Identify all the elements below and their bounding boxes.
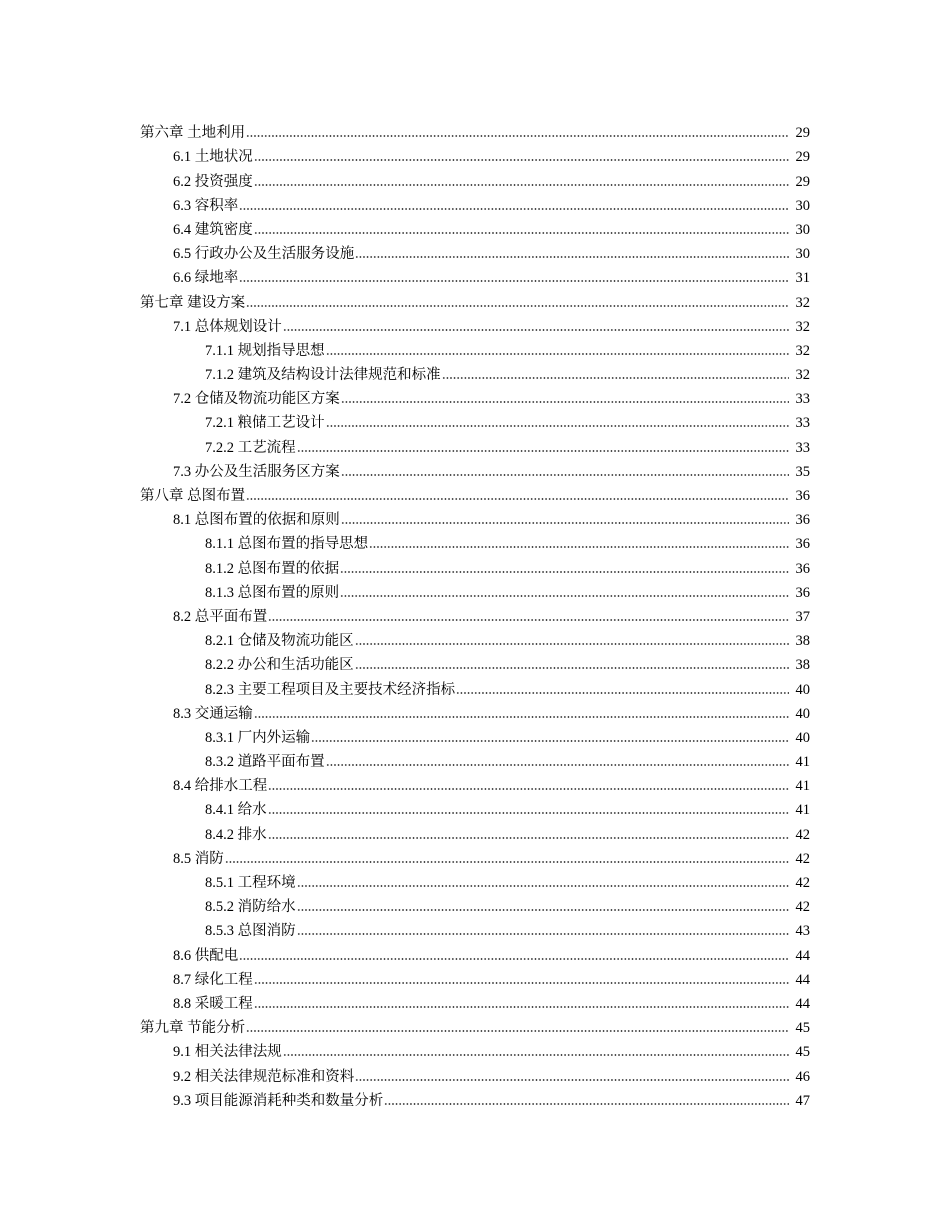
toc-entry-page-number: 33 bbox=[795, 415, 810, 432]
toc-entry-title: 8.1 总图布置的依据和原则 bbox=[173, 512, 340, 529]
toc-entry-page-number: 30 bbox=[795, 221, 810, 238]
dot-leader bbox=[254, 231, 789, 235]
toc-entry-page-number: 42 bbox=[795, 826, 810, 843]
dot-leader bbox=[311, 739, 789, 743]
toc-entry[interactable] bbox=[0, 747, 950, 771]
toc-entry-page-number: 37 bbox=[795, 608, 810, 625]
toc-entry[interactable] bbox=[0, 215, 950, 239]
dot-leader bbox=[355, 642, 789, 646]
toc-entry-title: 8.5.2 消防给水 bbox=[205, 899, 296, 916]
toc-entry-title: 8.5 消防 bbox=[173, 850, 224, 867]
toc-entry-page-number: 41 bbox=[795, 802, 810, 819]
toc-entry-page-number: 38 bbox=[795, 633, 810, 650]
toc-entry-page-number: 33 bbox=[795, 439, 810, 456]
toc-entry[interactable] bbox=[0, 795, 950, 819]
dot-leader bbox=[254, 158, 789, 162]
toc-entry-title: 8.4.2 排水 bbox=[205, 826, 267, 843]
toc-entry-page-number: 45 bbox=[795, 1044, 810, 1061]
toc-entry-title: 6.6 绿地率 bbox=[173, 270, 239, 287]
toc-entry[interactable] bbox=[0, 118, 950, 142]
dot-leader bbox=[246, 134, 789, 138]
dot-leader bbox=[341, 473, 789, 477]
toc-entry-page-number: 31 bbox=[795, 270, 810, 287]
dot-leader bbox=[297, 908, 789, 912]
toc-entry-title: 7.1.1 规划指导思想 bbox=[205, 342, 325, 359]
toc-entry[interactable] bbox=[0, 166, 950, 190]
dot-leader bbox=[239, 957, 789, 961]
table-of-contents bbox=[0, 118, 950, 1110]
toc-entry[interactable] bbox=[0, 723, 950, 747]
toc-entry[interactable] bbox=[0, 578, 950, 602]
toc-entry-title: 8.2.3 主要工程项目及主要技术经济指标 bbox=[205, 681, 456, 698]
toc-entry-title: 9.2 相关法律规范标准和资料 bbox=[173, 1068, 355, 1085]
toc-entry[interactable] bbox=[0, 312, 950, 336]
toc-entry-title: 8.2 总平面布置 bbox=[173, 608, 268, 625]
dot-leader bbox=[442, 376, 789, 380]
toc-entry-title: 6.4 建筑密度 bbox=[173, 221, 253, 238]
toc-entry-title: 7.3 办公及生活服务区方案 bbox=[173, 463, 340, 480]
dot-leader bbox=[239, 279, 789, 283]
toc-entry-page-number: 47 bbox=[795, 1092, 810, 1109]
toc-entry-title: 6.2 投资强度 bbox=[173, 173, 253, 190]
toc-entry-page-number: 33 bbox=[795, 391, 810, 408]
toc-entry-title: 8.5.1 工程环境 bbox=[205, 875, 296, 891]
toc-entry-page-number: 32 bbox=[795, 318, 810, 335]
toc-entry[interactable] bbox=[0, 191, 950, 215]
toc-entry-page-number: 44 bbox=[795, 947, 810, 964]
toc-entry-title: 8.2.1 仓储及物流功能区 bbox=[205, 633, 354, 650]
dot-leader bbox=[297, 449, 789, 453]
toc-entry-page-number: 32 bbox=[795, 342, 810, 359]
toc-entry[interactable] bbox=[0, 989, 950, 1013]
toc-entry-page-number: 32 bbox=[795, 294, 810, 311]
dot-leader bbox=[355, 255, 789, 259]
toc-entry[interactable] bbox=[0, 505, 950, 529]
dot-leader bbox=[340, 594, 789, 598]
toc-entry[interactable] bbox=[0, 384, 950, 408]
toc-entry-page-number: 44 bbox=[795, 995, 810, 1012]
toc-entry-page-number: 41 bbox=[795, 754, 810, 771]
dot-leader bbox=[254, 981, 789, 985]
dot-leader bbox=[254, 715, 789, 719]
dot-leader bbox=[340, 570, 789, 574]
toc-entry-title: 第九章 节能分析 bbox=[140, 1020, 246, 1037]
toc-entry-page-number: 40 bbox=[795, 705, 810, 722]
toc-entry[interactable] bbox=[0, 1061, 950, 1085]
dot-leader bbox=[297, 932, 789, 936]
toc-entry-title: 8.1.2 总图布置的依据 bbox=[205, 560, 340, 577]
toc-entry-title: 7.1.2 建筑及结构设计法律规范和标准 bbox=[205, 367, 441, 384]
toc-entry[interactable] bbox=[0, 940, 950, 964]
toc-entry-title: 8.6 供配电 bbox=[173, 947, 239, 964]
toc-entry-page-number: 36 bbox=[795, 560, 810, 577]
dot-leader bbox=[268, 836, 789, 840]
toc-entry-page-number: 29 bbox=[795, 125, 810, 142]
toc-entry-page-number: 36 bbox=[795, 584, 810, 601]
toc-entry-title: 8.5.3 总图消防 bbox=[205, 923, 296, 940]
toc-entry-title: 6.5 行政办公及生活服务设施 bbox=[173, 246, 355, 263]
toc-entry[interactable] bbox=[0, 674, 950, 698]
toc-entry[interactable] bbox=[0, 1013, 950, 1037]
toc-entry-title: 6.1 土地状况 bbox=[173, 149, 253, 166]
toc-entry-page-number: 36 bbox=[795, 536, 810, 553]
dot-leader bbox=[246, 1029, 789, 1033]
toc-entry[interactable] bbox=[0, 1037, 950, 1061]
toc-entry-title: 8.2.2 办公和生活功能区 bbox=[205, 657, 354, 674]
toc-entry-page-number: 41 bbox=[795, 778, 810, 795]
toc-entry-page-number: 42 bbox=[795, 875, 810, 891]
dot-leader bbox=[369, 545, 789, 549]
dot-leader bbox=[297, 884, 789, 888]
dot-leader bbox=[355, 1078, 789, 1082]
toc-entry-page-number: 29 bbox=[795, 149, 810, 166]
dot-leader bbox=[268, 787, 789, 791]
toc-entry-title: 6.3 容积率 bbox=[173, 197, 239, 214]
toc-entry-title: 7.2.2 工艺流程 bbox=[205, 439, 296, 456]
toc-entry[interactable] bbox=[0, 602, 950, 626]
toc-entry[interactable] bbox=[0, 819, 950, 843]
toc-entry-title: 8.7 绿化工程 bbox=[173, 971, 253, 988]
toc-entry-title: 8.3.1 厂内外运输 bbox=[205, 729, 311, 746]
toc-entry-page-number: 40 bbox=[795, 681, 810, 698]
toc-entry-title: 7.2.1 粮储工艺设计 bbox=[205, 415, 325, 432]
toc-entry-title: 8.4.1 给水 bbox=[205, 802, 267, 819]
toc-entry[interactable] bbox=[0, 481, 950, 505]
toc-entry-page-number: 38 bbox=[795, 657, 810, 674]
toc-entry-page-number: 36 bbox=[795, 512, 810, 529]
toc-entry-page-number: 42 bbox=[795, 899, 810, 916]
toc-entry-title: 8.1.1 总图布置的指导思想 bbox=[205, 536, 369, 553]
toc-entry-page-number: 40 bbox=[795, 729, 810, 746]
dot-leader bbox=[268, 618, 789, 622]
dot-leader bbox=[341, 400, 789, 404]
dot-leader bbox=[225, 860, 789, 864]
dot-leader bbox=[246, 304, 789, 308]
toc-entry-title: 第七章 建设方案 bbox=[140, 294, 246, 311]
toc-entry-title: 8.1.3 总图布置的原则 bbox=[205, 584, 340, 601]
toc-entry-page-number: 44 bbox=[795, 971, 810, 988]
dot-leader bbox=[268, 811, 789, 815]
toc-entry-title: 9.3 项目能源消耗种类和数量分析 bbox=[173, 1092, 384, 1109]
toc-entry-page-number: 43 bbox=[795, 923, 810, 940]
toc-entry[interactable] bbox=[0, 771, 950, 795]
dot-leader bbox=[283, 1053, 789, 1057]
toc-entry[interactable] bbox=[0, 263, 950, 287]
toc-entry[interactable] bbox=[0, 529, 950, 553]
toc-entry-page-number: 29 bbox=[795, 173, 810, 190]
toc-entry[interactable] bbox=[0, 239, 950, 263]
dot-leader bbox=[384, 1102, 789, 1106]
toc-entry-page-number: 45 bbox=[795, 1020, 810, 1037]
toc-entry-page-number: 32 bbox=[795, 367, 810, 384]
toc-entry-title: 7.1 总体规划设计 bbox=[173, 318, 282, 335]
toc-entry[interactable] bbox=[0, 553, 950, 577]
dot-leader bbox=[341, 521, 789, 525]
toc-entry[interactable] bbox=[0, 868, 950, 892]
toc-entry-page-number: 42 bbox=[795, 850, 810, 867]
dot-leader bbox=[326, 352, 789, 356]
dot-leader bbox=[283, 328, 789, 332]
toc-entry[interactable] bbox=[0, 336, 950, 360]
toc-entry[interactable] bbox=[0, 142, 950, 166]
toc-entry-page-number: 30 bbox=[795, 246, 810, 263]
toc-entry[interactable] bbox=[0, 699, 950, 723]
toc-entry[interactable] bbox=[0, 965, 950, 989]
toc-entry-page-number: 35 bbox=[795, 463, 810, 480]
toc-entry[interactable] bbox=[0, 916, 950, 940]
dot-leader bbox=[456, 691, 789, 695]
toc-entry-title: 9.1 相关法律法规 bbox=[173, 1044, 282, 1061]
toc-entry[interactable] bbox=[0, 626, 950, 650]
toc-entry-title: 第六章 土地利用 bbox=[140, 125, 246, 142]
dot-leader bbox=[254, 183, 789, 187]
toc-entry[interactable] bbox=[0, 844, 950, 868]
toc-entry-title: 8.3.2 道路平面布置 bbox=[205, 754, 325, 771]
toc-entry-title: 8.3 交通运输 bbox=[173, 705, 253, 722]
toc-entry[interactable] bbox=[0, 650, 950, 674]
dot-leader bbox=[326, 424, 789, 428]
toc-entry[interactable] bbox=[0, 360, 950, 384]
dot-leader bbox=[326, 763, 789, 767]
toc-entry-page-number: 46 bbox=[795, 1068, 810, 1085]
toc-entry[interactable] bbox=[0, 457, 950, 481]
toc-entry[interactable] bbox=[0, 892, 950, 916]
dot-leader bbox=[254, 1005, 789, 1009]
toc-entry-title: 第八章 总图布置 bbox=[140, 488, 246, 504]
dot-leader bbox=[239, 207, 789, 211]
toc-entry-title: 8.4 给排水工程 bbox=[173, 778, 268, 795]
toc-entry[interactable] bbox=[0, 408, 950, 432]
toc-entry[interactable] bbox=[0, 287, 950, 311]
toc-entry[interactable] bbox=[0, 432, 950, 456]
toc-entry[interactable] bbox=[0, 1086, 950, 1110]
toc-entry-page-number: 36 bbox=[795, 488, 810, 504]
dot-leader bbox=[355, 666, 789, 670]
dot-leader bbox=[246, 497, 789, 501]
toc-entry-title: 8.8 采暖工程 bbox=[173, 995, 253, 1012]
toc-entry-page-number: 30 bbox=[795, 197, 810, 214]
toc-entry-title: 7.2 仓储及物流功能区方案 bbox=[173, 391, 340, 408]
